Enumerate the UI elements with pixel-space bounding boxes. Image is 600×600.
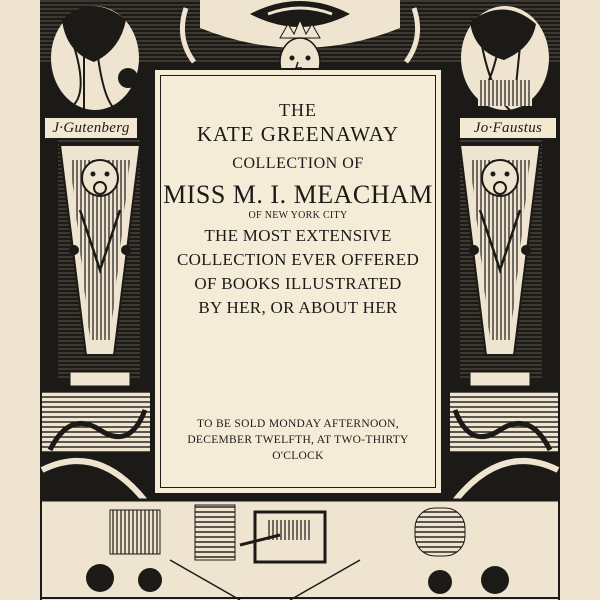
sale-line-3: O'CLOCK [272,450,324,462]
lion-mask-right-icon [482,160,518,196]
lion-mask-left-icon [82,160,118,196]
title-kate-greenaway: KATE GREENAWAY [196,122,400,146]
title-owner-name: MISS M. I. MEACHAM [163,180,433,209]
sale-line-1: TO BE SOLD MONDAY AFTERNOON, [197,418,399,430]
title-collection-of: COLLECTION OF [232,155,364,172]
description-line-3: OF BOOKS ILLUSTRATED [194,274,402,293]
sale-line-2: DECEMBER TWELFTH, AT TWO-THIRTY [187,434,409,446]
gutenberg-label: J·Gutenberg [43,116,139,140]
title-panel [153,68,443,495]
faustus-label: Jo·Faustus [458,116,558,140]
gutenberg-portrait-icon [51,6,139,110]
right-column-ornament [460,140,542,386]
description-line-4: BY HER, OR ABOUT HER [198,298,398,317]
printing-press-scene-icon [42,500,558,600]
description-line-1: THE MOST EXTENSIVE [204,226,392,245]
title-the: THE [279,100,317,120]
left-column-ornament [58,140,140,386]
title-owner-city: OF NEW YORK CITY [248,210,348,221]
description-line-2: COLLECTION EVER OFFERED [176,250,420,269]
